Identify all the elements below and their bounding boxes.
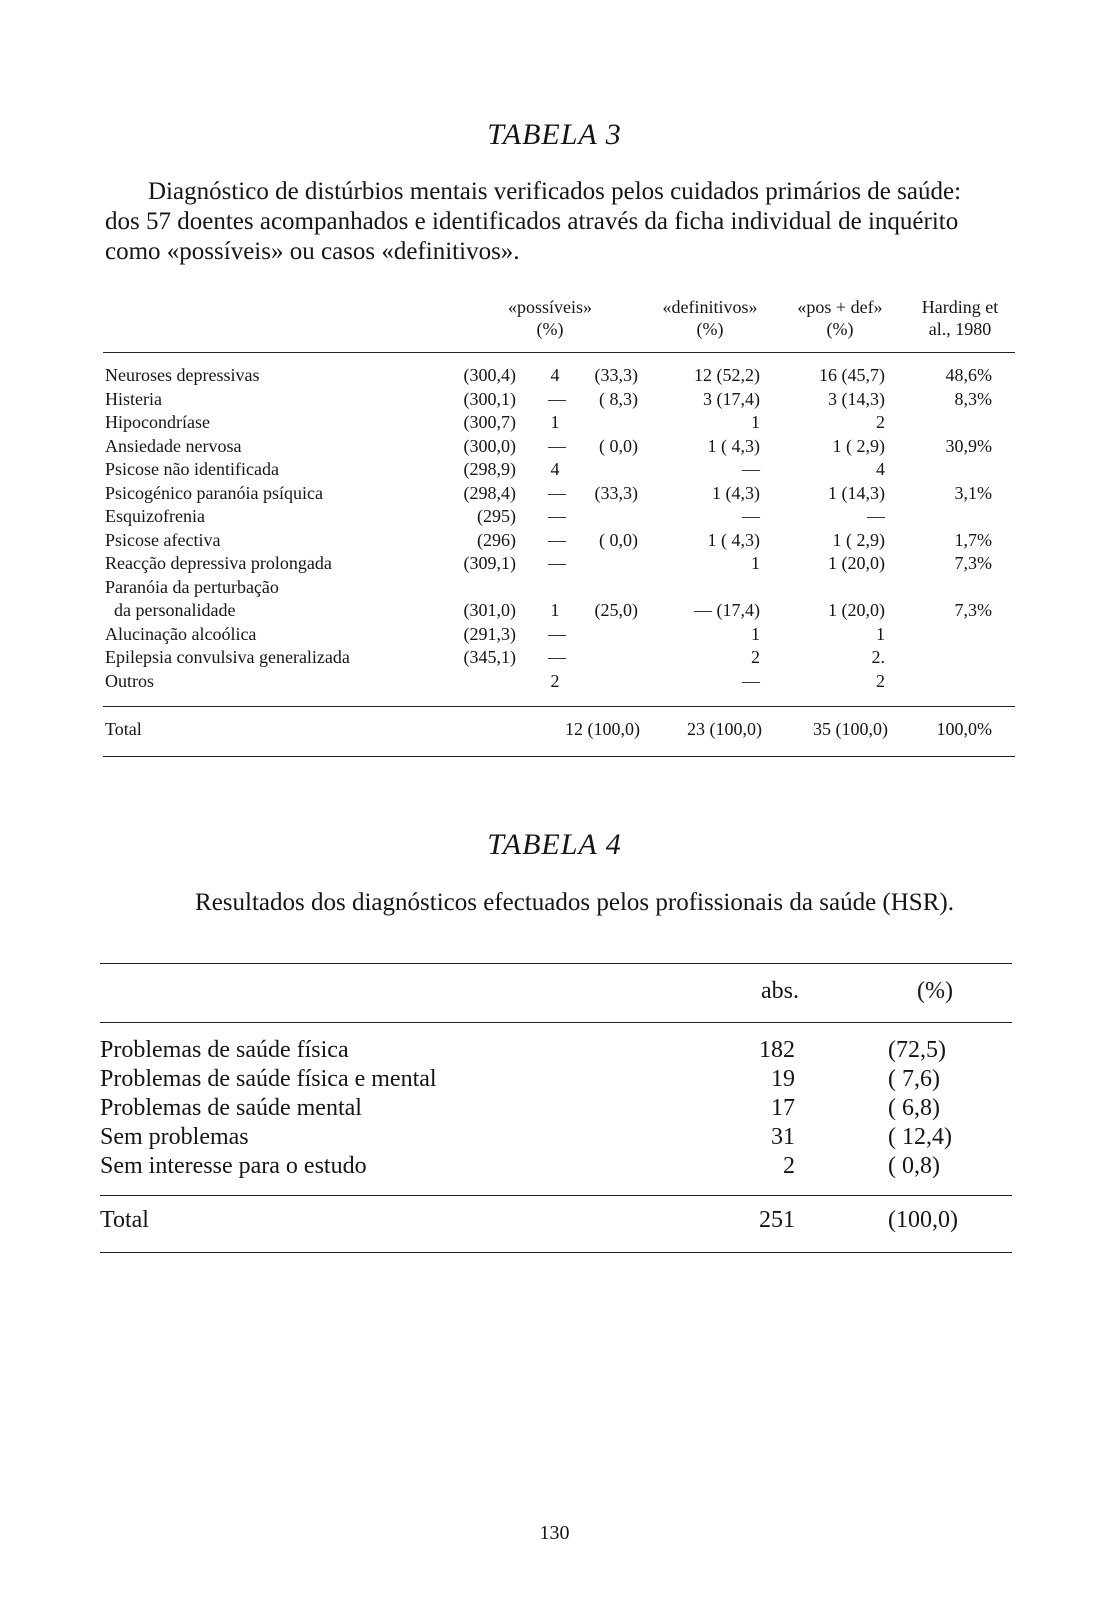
table3-cell-possiveis-n: 2: [550, 670, 560, 691]
table4-top-rule: [100, 963, 1012, 964]
total-label: Total: [105, 719, 142, 739]
table3-cell-posdef: 1 ( 2,9): [832, 435, 885, 456]
total-posdef: 35 (100,0): [813, 719, 888, 739]
table3-cell-possiveis-n: —: [548, 506, 566, 526]
table3-cell-definitivos: —: [742, 459, 760, 479]
table4-header-abs: abs.: [761, 978, 799, 1004]
table3-cell-definitivos: 3 (17,4): [703, 388, 760, 409]
table3-cell-code: (298,9): [463, 459, 516, 479]
table4-cell-abs: 31: [771, 1124, 795, 1150]
table3-cell-possiveis-n: —: [548, 529, 566, 550]
table4-cell-category: Problemas de saúde física e mental: [100, 1066, 437, 1092]
total-harding: 100,0%: [936, 719, 992, 739]
table3-cell-diagnosis: Psicose afectiva: [105, 529, 221, 550]
table3-cell-definitivos: 1 (4,3): [712, 482, 760, 503]
table3-cell-possiveis-pct: (33,3): [594, 365, 638, 385]
table3-cell-code: (291,3): [463, 623, 516, 644]
table3-cell-definitivos: —: [742, 506, 760, 526]
table4-header-pct: (%): [917, 978, 953, 1004]
table3-top-rule: [103, 352, 1015, 353]
table3-cell-possiveis-n: —: [548, 647, 566, 667]
table4-cell-category: Sem interesse para o estudo: [100, 1153, 367, 1179]
table3-cell-posdef: —: [867, 506, 885, 526]
header-harding: Harding et: [921, 297, 999, 317]
table4-cell-pct: (72,5): [888, 1037, 946, 1063]
table3-cell-harding: 30,9%: [945, 435, 992, 456]
table3-cell-possiveis-n: 1: [550, 600, 560, 620]
table3-cell-definitivos: — (17,4): [694, 600, 760, 620]
table3-caption-line2: dos 57 doentes acompanhados e identificados através da ficha individual de inquérito: [105, 208, 959, 235]
table4-cell-pct: ( 12,4): [888, 1124, 952, 1150]
table3-cell-harding: 48,6%: [945, 365, 992, 385]
table3-cell-harding: 7,3%: [954, 600, 992, 620]
table3-title: TABELA 3: [487, 118, 622, 151]
table3-cell-definitivos: 2: [751, 647, 760, 667]
table3-cell-diagnosis: Epilepsia convulsiva generalizada: [105, 647, 350, 667]
table4-cell-abs: 19: [771, 1066, 795, 1092]
table3-cell-diagnosis: Hipocondríase: [105, 412, 210, 432]
table3-cell-diagnosis: Alucinação alcoólica: [105, 623, 257, 644]
table3-cell-possiveis-n: —: [548, 435, 566, 456]
table3-caption-line1: Diagnóstico de distúrbios mentais verificados pelos cuidados primários de saúde:: [148, 178, 962, 205]
table4-caption: Resultados dos diagnósticos efectuados pelos profissionais da saúde (HSR).: [195, 889, 954, 916]
table3-cell-code: (345,1): [463, 647, 516, 667]
table3-caption-line3: como «possíveis» ou casos «definitivos».: [105, 238, 520, 265]
table4-total-abs: 251: [759, 1207, 795, 1233]
table3-cell-possiveis-n: 4: [550, 459, 560, 479]
table3-cell-code: (309,1): [463, 553, 516, 573]
table3-cell-possiveis-n: —: [548, 482, 566, 503]
table3-total-rule: [103, 706, 1015, 707]
header-possiveis: «possíveis»: [507, 297, 592, 317]
table3-cell-code: (298,4): [463, 482, 516, 503]
table4-total-pct: (100,0): [888, 1207, 958, 1233]
table3-cell-possiveis-n: —: [548, 553, 566, 573]
table3-cell-diagnosis: Psicogénico paranóia psíquica: [105, 482, 323, 503]
table3-cell-harding: 1,7%: [954, 529, 992, 550]
table4-cell-pct: ( 0,8): [888, 1153, 940, 1179]
table3-cell-diagnosis: Ansiedade nervosa: [105, 435, 242, 456]
table3-cell-definitivos: 1 ( 4,3): [707, 529, 760, 550]
header-posdef-pct: (%): [826, 319, 854, 339]
table4-cell-abs: 17: [771, 1095, 795, 1121]
table4-title: TABELA 4: [487, 828, 622, 861]
table4-cell-category: Sem problemas: [100, 1124, 249, 1150]
table3-cell-posdef: 2: [876, 670, 885, 691]
table3-cell-posdef: 4: [876, 459, 885, 479]
table3-cell-code: (300,4): [463, 365, 516, 385]
table3-cell-posdef: 1: [876, 623, 885, 644]
table4-cell-category: Problemas de saúde física: [100, 1037, 349, 1063]
header-posdef: «pos + def»: [797, 297, 883, 317]
table4-cell-category: Problemas de saúde mental: [100, 1095, 362, 1121]
table3-cell-possiveis-pct: ( 0,0): [599, 435, 638, 456]
total-definitivos: 23 (100,0): [687, 719, 762, 739]
table3-cell-possiveis-pct: (33,3): [594, 482, 638, 503]
table3-cell-possiveis-pct: (25,0): [594, 600, 638, 620]
table3-cell-posdef: 1 (20,0): [828, 600, 885, 620]
table3-cell-diagnosis: Outros: [105, 670, 154, 691]
table3-cell-definitivos: 1: [751, 412, 760, 432]
table3-cell-code: (300,1): [463, 388, 516, 409]
table4-total-label: Total: [100, 1207, 149, 1233]
table3-cell-diagnosis: Histeria: [105, 388, 162, 409]
table3-cell-posdef: 16 (45,7): [819, 365, 885, 385]
table3-cell-harding: 8,3%: [954, 388, 992, 409]
page-number: 130: [539, 1522, 570, 1544]
table3-cell-posdef: 1 ( 2,9): [832, 529, 885, 550]
table3-cell-diagnosis: Psicose não identificada: [105, 459, 279, 479]
table3-cell-harding: 7,3%: [954, 553, 992, 573]
header-harding-year: al., 1980: [928, 319, 992, 339]
table3-cell-possiveis-n: —: [548, 388, 566, 409]
table3-cell-definitivos: 1 ( 4,3): [707, 435, 760, 456]
table3-cell-possiveis-pct: ( 0,0): [599, 529, 638, 550]
header-definitivos-pct: (%): [696, 319, 724, 339]
table4-total-rule: [100, 1195, 1012, 1196]
table3-cell-posdef: 2: [876, 412, 885, 432]
header-definitivos: «definitivos»: [662, 297, 758, 317]
table4-header-rule: [100, 1022, 1012, 1023]
table3-cell-definitivos: 1: [751, 553, 760, 573]
table3-cell-definitivos: —: [742, 670, 760, 691]
table3-cell-posdef: 3 (14,3): [828, 388, 885, 409]
table4-bottom-rule: [100, 1252, 1012, 1253]
table3-cell-definitivos: 12 (52,2): [694, 365, 760, 385]
table3-cell-posdef: 1 (20,0): [828, 553, 885, 573]
table4-cell-abs: 182: [759, 1037, 795, 1063]
table4-cell-pct: ( 7,6): [888, 1066, 940, 1092]
table3-cell-diagnosis: Reacção depressiva prolongada: [105, 553, 332, 573]
table3-cell-code: (296): [477, 529, 516, 550]
table3-cell-possiveis-pct: ( 8,3): [599, 388, 638, 409]
header-possiveis-pct: (%): [536, 319, 564, 339]
table3-cell-code: (300,7): [463, 412, 516, 432]
table3-bottom-rule: [103, 756, 1015, 757]
table3-cell-diagnosis: Neuroses depressivas: [105, 365, 260, 385]
table3-cell-diagnosis: Paranóia da perturbação: [105, 576, 279, 597]
table3-cell-posdef: 1 (14,3): [828, 482, 885, 503]
table3-cell-code: (300,0): [463, 435, 516, 456]
table4-cell-pct: ( 6,8): [888, 1095, 940, 1121]
table3-cell-code: (295): [477, 506, 516, 526]
table3-cell-possiveis-n: 4: [550, 365, 560, 385]
table3-cell-diagnosis: da personalidade: [105, 600, 236, 620]
table3-cell-possiveis-n: —: [548, 623, 566, 644]
table4-cell-abs: 2: [783, 1153, 795, 1179]
table3-cell-definitivos: 1: [751, 623, 760, 644]
table3-cell-posdef: 2.: [871, 647, 885, 667]
table3-cell-harding: 3,1%: [954, 482, 992, 503]
table3-cell-diagnosis: Esquizofrenia: [105, 506, 205, 526]
table3-cell-code: (301,0): [463, 600, 516, 620]
total-possiveis: 12 (100,0): [565, 719, 640, 739]
table3-cell-possiveis-n: 1: [550, 412, 560, 432]
